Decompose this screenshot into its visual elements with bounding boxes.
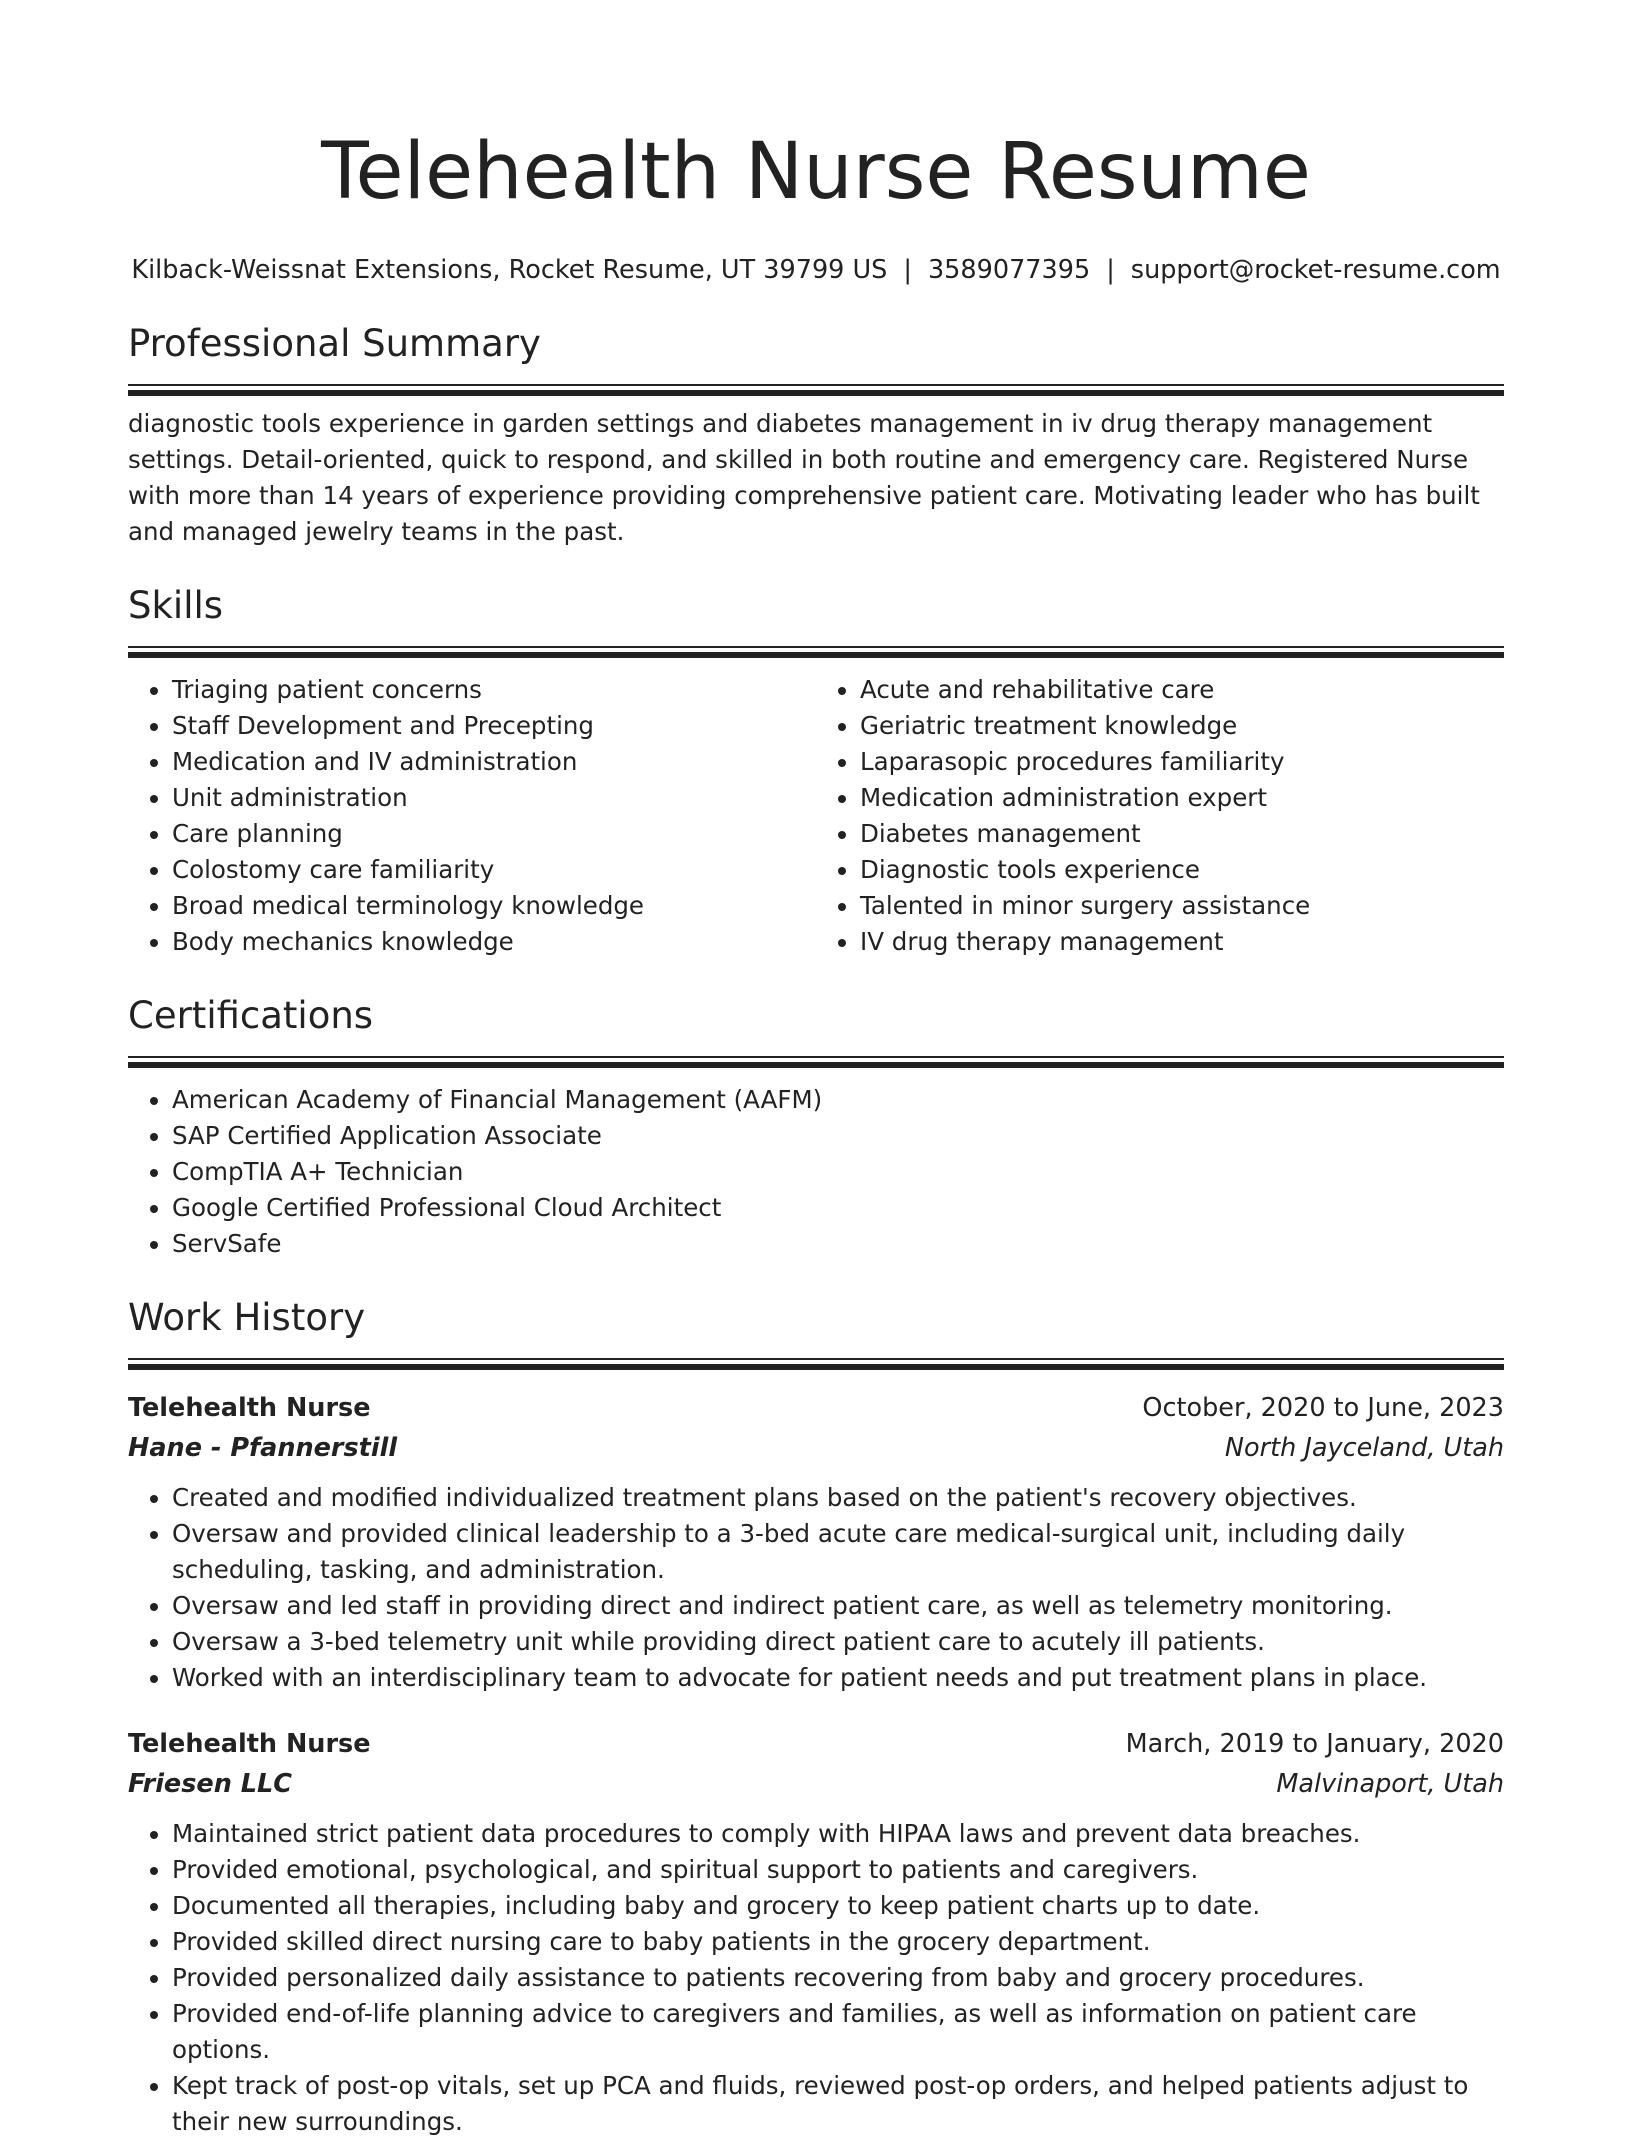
skill-item: • Triaging patient concerns <box>172 672 816 708</box>
skill-item: • Broad medical terminology knowledge <box>172 888 816 924</box>
job-bullet: • Created and modified individualized treatment plans based on the patient's recovery objectives. <box>172 1480 1504 1516</box>
job-title: Telehealth Nurse <box>128 1393 371 1423</box>
contact-separator: | <box>1106 255 1115 285</box>
job-company: Friesen LLC <box>128 1769 292 1799</box>
job-location: Malvinaport, Utah <box>1276 1769 1504 1799</box>
skills-columns <box>128 672 1504 960</box>
job-bullets <box>128 1816 1504 2140</box>
section-divider <box>128 384 1504 396</box>
skill-item: • Medication administration expert <box>860 780 1504 816</box>
skills-list-left <box>128 672 816 960</box>
skills-list-right <box>816 672 1504 960</box>
section-heading-work-history: Work History <box>128 1296 366 1339</box>
skill-item: • Acute and rehabilitative care <box>860 672 1504 708</box>
job-dates: March, 2019 to January, 2020 <box>1125 1729 1504 1759</box>
job-bullet: • Oversaw a 3-bed telemetry unit while providing direct patient care to acutely ill patients. <box>172 1624 1504 1660</box>
job-header <box>128 1388 1504 1428</box>
resume-title: Telehealth Nurse Resume <box>321 127 1311 217</box>
skill-item: • Unit administration <box>172 780 816 816</box>
skill-item: • Talented in minor surgery assistance <box>860 888 1504 924</box>
skill-item: • Diabetes management <box>860 816 1504 852</box>
summary-section <box>128 320 1504 550</box>
skill-item: • Geriatric treatment knowledge <box>860 708 1504 744</box>
section-heading-summary: Professional Summary <box>128 322 541 365</box>
certification-item: • Google Certified Professional Cloud Architect <box>172 1190 1504 1226</box>
certification-item: • ServSafe <box>172 1226 1504 1262</box>
skill-item: • Laparasopic procedures familiarity <box>860 744 1504 780</box>
job-bullet: • Maintained strict patient data procedures to comply with HIPAA laws and prevent data breaches. <box>172 1816 1504 1852</box>
job-location: North Jayceland, Utah <box>1224 1433 1504 1463</box>
contact-line <box>128 252 1504 288</box>
section-divider <box>128 646 1504 658</box>
job-entry <box>128 1724 1504 2140</box>
skill-item: • Colostomy care familiarity <box>172 852 816 888</box>
skills-section <box>128 582 1504 960</box>
skill-item: • Care planning <box>172 816 816 852</box>
skill-item: • IV drug therapy management <box>860 924 1504 960</box>
job-bullet: • Worked with an interdisciplinary team to advocate for patient needs and put treatment plans in place. <box>172 1660 1504 1696</box>
certifications-section <box>128 992 1504 1262</box>
job-dates: October, 2020 to June, 2023 <box>1142 1393 1504 1423</box>
resume-page <box>128 0 1504 2140</box>
section-divider <box>128 1358 1504 1370</box>
certification-item: • American Academy of Financial Management (AAFM) <box>172 1082 1504 1118</box>
job-bullet: • Provided emotional, psychological, and spiritual support to patients and caregivers. <box>172 1852 1504 1888</box>
job-subheader <box>128 1428 1504 1468</box>
skill-item: • Body mechanics knowledge <box>172 924 816 960</box>
job-bullet: • Documented all therapies, including baby and grocery to keep patient charts up to date. <box>172 1888 1504 1924</box>
job-bullet: • Oversaw and led staff in providing direct and indirect patient care, as well as telemetry monitoring. <box>172 1588 1504 1624</box>
job-bullet: • Provided personalized daily assistance to patients recovering from baby and grocery procedures. <box>172 1960 1504 1996</box>
job-bullet: • Provided end-of-life planning advice to caregivers and families, as well as information on patient care options. <box>172 1996 1504 2068</box>
job-entry <box>128 1388 1504 1696</box>
certifications-list <box>128 1082 1504 1262</box>
certification-item: • CompTIA A+ Technician <box>172 1154 1504 1190</box>
job-subheader <box>128 1764 1504 1804</box>
section-divider <box>128 1056 1504 1068</box>
section-heading-skills: Skills <box>128 584 224 627</box>
job-title: Telehealth Nurse <box>128 1729 371 1759</box>
skill-item: • Staff Development and Precepting <box>172 708 816 744</box>
skill-item: • Diagnostic tools experience <box>860 852 1504 888</box>
contact-phone: 3589077395 <box>927 255 1091 285</box>
work-history-section <box>128 1294 1504 2140</box>
job-company: Hane - Pfannerstill <box>128 1433 398 1463</box>
certification-item: • SAP Certified Application Associate <box>172 1118 1504 1154</box>
job-header <box>128 1724 1504 1764</box>
job-bullets <box>128 1480 1504 1696</box>
job-bullet: • Oversaw and provided clinical leadership to a 3-bed acute care medical-surgical unit, including daily scheduling, tasking, and administration. <box>172 1516 1504 1588</box>
contact-address: Kilback-Weissnat Extensions, Rocket Resume, UT 39799 US <box>131 255 888 285</box>
summary-text: diagnostic tools experience in garden settings and diabetes management in iv drug therapy management settings. Detail-oriented, quick to respond, and skilled in both routine and emergency care. Registered Nurse with more than 14 years of experience providing comprehensive patient care. Motivating leader who has built and managed jewelry teams in the past. <box>128 409 1480 546</box>
skill-item: • Medication and IV administration <box>172 744 816 780</box>
contact-email[interactable]: support@rocket-resume.com <box>1130 255 1501 285</box>
contact-separator: | <box>903 255 912 285</box>
job-bullet: • Provided skilled direct nursing care to baby patients in the grocery department. <box>172 1924 1504 1960</box>
job-bullet: • Kept track of post-op vitals, set up PCA and fluids, reviewed post-op orders, and helped patients adjust to their new surroundings. <box>172 2068 1504 2140</box>
section-heading-certifications: Certifications <box>128 994 374 1037</box>
